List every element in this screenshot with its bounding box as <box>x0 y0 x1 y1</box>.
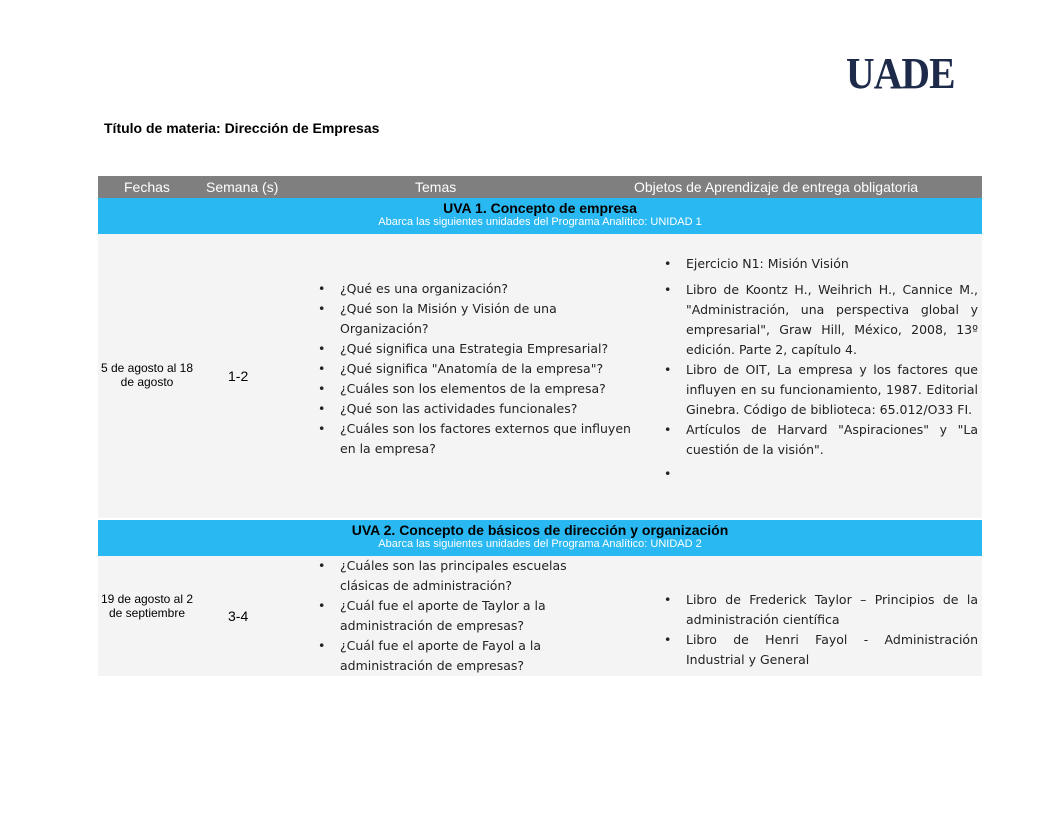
uva-title: UVA 2. Concepto de básicos de dirección y organización <box>351 522 729 538</box>
row-dates: 5 de agosto al 18 de agosto <box>100 361 194 389</box>
header-objetos: Objetos de Aprendizaje de entrega obligatoria <box>634 179 919 195</box>
row-weeks: 1-2 <box>228 368 249 384</box>
topic-item: • ¿Cuáles son los factores externos que influyen en la empresa? <box>315 419 635 459</box>
object-item: • Libro de Henri Fayol - Administración Industrial y General <box>661 630 978 670</box>
uade-logo: UADE <box>846 49 955 98</box>
header-temas: Temas <box>415 179 457 195</box>
topic-item: • ¿Qué son la Misión y Visión de una Organización? <box>315 299 635 339</box>
header-fechas: Fechas <box>124 179 170 195</box>
object-item <box>661 464 978 484</box>
table-header <box>98 176 982 198</box>
uva-title: UVA 1. Concepto de empresa <box>443 200 637 216</box>
topic-item: • ¿Qué significa una Estrategia Empresarial? <box>315 339 635 359</box>
topic-item: • ¿Cuáles son las principales escuelas clásicas de administración? <box>315 556 575 596</box>
object-item: • Ejercicio N1: Misión Visión <box>661 254 978 274</box>
topic-item: • ¿Qué significa "Anatomía de la empresa"? <box>315 359 635 379</box>
object-item: • Libro de Koontz H., Weihrich H., Cannice M., "Administración, una perspectiva global y empresarial", Graw Hill, México, 2008, 13º edición. Parte 2, capítulo 4. <box>661 280 978 360</box>
header-semana: Semana (s) <box>206 179 279 195</box>
topics-list <box>315 279 635 459</box>
topic-item: • ¿Cuál fue el aporte de Fayol a la administración de empresas? <box>315 636 575 676</box>
subject-title: Título de materia: Dirección de Empresas <box>104 120 380 136</box>
learning-objects-list <box>661 590 978 670</box>
topics-list <box>315 556 575 676</box>
object-item: • Libro de Frederick Taylor – Principios de la administración científica <box>661 590 978 630</box>
object-item: • Artículos de Harvard "Aspiraciones" y "La cuestión de la visión". <box>661 420 978 460</box>
row-dates: 19 de agosto al 2 de septiembre <box>100 592 194 620</box>
table-row <box>98 556 982 676</box>
table-row <box>98 234 982 518</box>
row-weeks: 3-4 <box>228 608 249 624</box>
uva-subtitle: Abarca las siguientes unidades del Programa Analítico: UNIDAD 1 <box>378 216 702 228</box>
topic-item: • ¿Qué es una organización? <box>315 279 635 299</box>
topic-item: • ¿Qué son las actividades funcionales? <box>315 399 635 419</box>
uva-subtitle: Abarca las siguientes unidades del Programa Analítico: UNIDAD 2 <box>378 538 702 550</box>
topic-item: • ¿Cuáles son los elementos de la empresa? <box>315 379 635 399</box>
topic-item: • ¿Cuál fue el aporte de Taylor a la administración de empresas? <box>315 596 575 636</box>
object-item: • Libro de OIT, La empresa y los factores que influyen en su funcionamiento, 1987. Editorial Ginebra. Código de biblioteca: 65.012/O33 FI. <box>661 360 978 420</box>
uva-1-band <box>98 198 982 234</box>
learning-objects-list <box>661 254 978 484</box>
uva-2-band <box>98 520 982 556</box>
